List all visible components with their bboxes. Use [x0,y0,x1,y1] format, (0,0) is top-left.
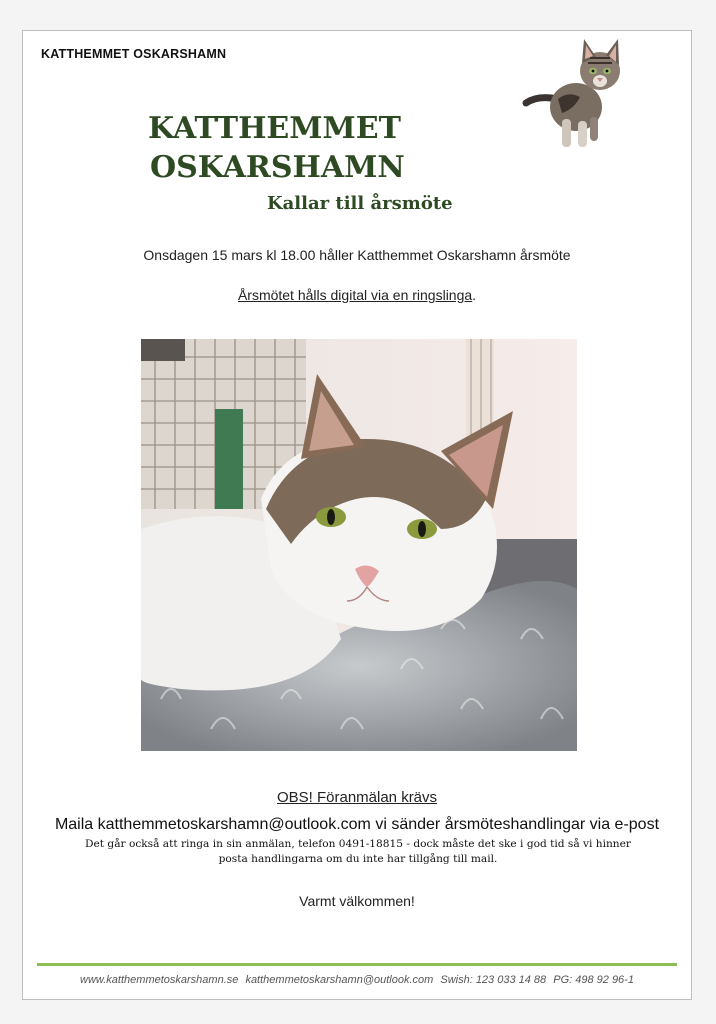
footer-contact [23,974,691,986]
footer-divider [37,963,677,966]
title-line-1: KATTHEMMET [148,111,401,146]
flyer-page [22,30,692,1000]
digital-info [23,287,691,303]
flyer-subtitle: Kallar till årsmöte [267,193,453,214]
header-org-name: KATTHEMMET OSKARSHAMN [41,47,227,61]
digital-info-period: . [472,287,477,303]
footer-swish: Swish: 123 033 14 88 [440,974,547,986]
preregistration-notice: OBS! Föranmälan krävs [276,789,438,806]
email-instructions: Maila katthemmetoskarshamn@outlook.com vi sänder årsmöteshandlingar via e-post [54,816,660,833]
footer-pg: PG: 498 92 96-1 [553,974,634,986]
title-line-2: OSKARSHAMN [150,150,405,185]
flyer-title [148,109,405,187]
welcome-text: Varmt välkommen! [299,893,415,909]
footer-website[interactable]: www.katthemmetoskarshamn.se [80,974,239,986]
phone-instructions: Det går också att ringa in sin anmälan, telefon 0491-18815 - dock måste det ske i god tid så vi hinner posta handlingarna om du inte har tillgång till mail. [85,838,631,865]
cat-photo [141,339,577,751]
meeting-info: Onsdagen 15 mars kl 18.00 håller Katthemmet Oskarshamn årsmöte [143,247,571,263]
digital-info-text: Årsmötet hålls digital via en ringslinga [237,287,473,303]
kitten-image [518,33,633,151]
footer-email[interactable]: katthemmetoskarshamn@outlook.com [245,974,434,986]
